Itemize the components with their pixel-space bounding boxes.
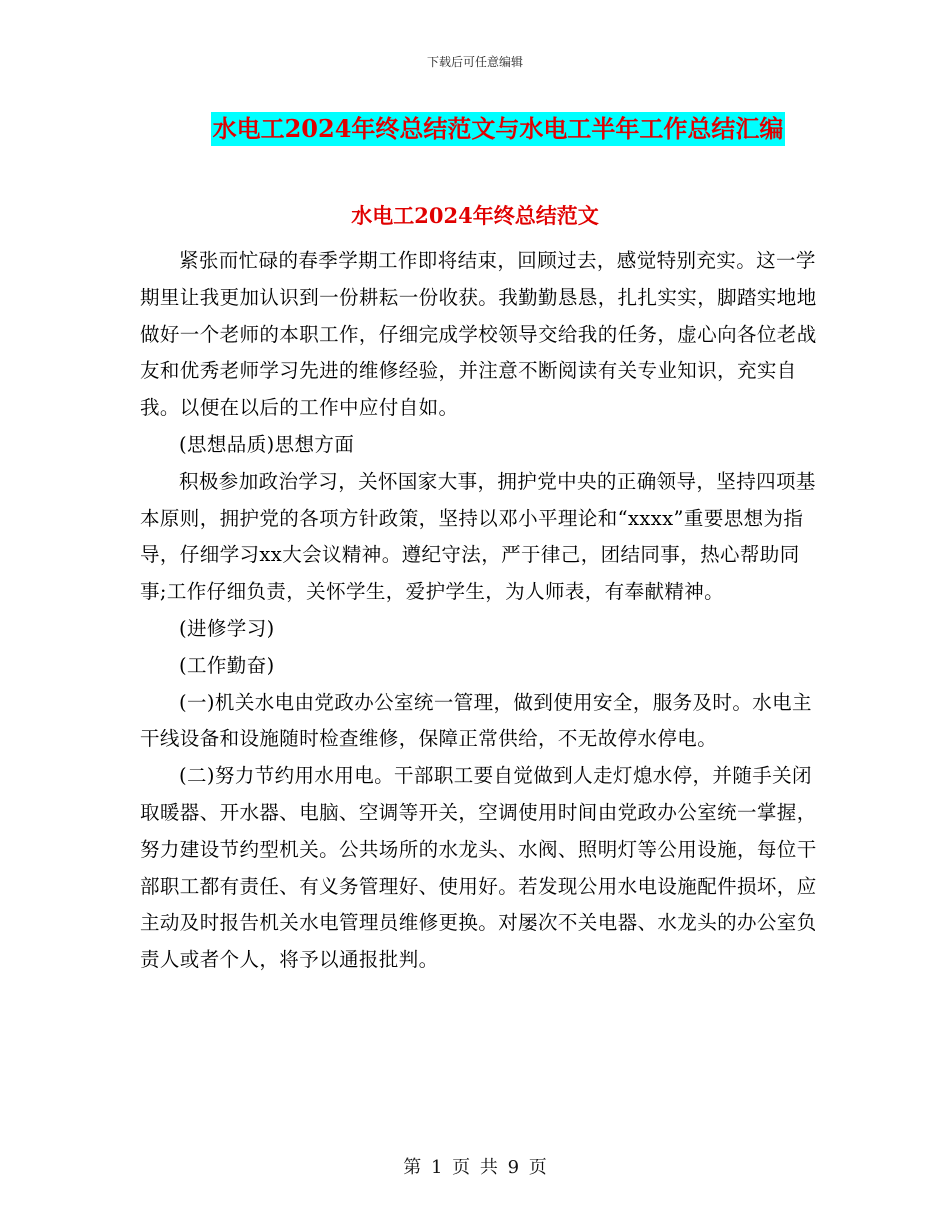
header-note: 下载后可任意编辑 (426, 55, 523, 69)
paragraph-intro: 紧张而忙碌的春季学期工作即将结束，回顾过去，感觉特别充实。这一学期里让我更加认识到一份耕耘一份收获。我勤勤恳恳，扎扎实实，脚踏实地地做好一个老师的本职工作，仔细完成学校领导交给我的任务，虚心向各位老战友和优秀老师学习先进的维修经验，并注意不断阅读有关专业知识，充实自我。以便在以后的工作中应付自如。 (140, 249, 817, 420)
body-text (140, 243, 820, 979)
paragraph-item-one: (一)机关水电由党政办公室统一管理，做到使用安全，服务及时。水电主干线设备和设施随时检查维修，保障正常供给，不无故停水停电。 (140, 690, 812, 751)
paragraph-heading-work: (工作勤奋) (179, 653, 275, 677)
main-title-container (0, 112, 950, 146)
paragraph-politics: 积极参加政治学习，关怀国家大事，拥护党中央的正确领导，坚持四项基本原则，拥护党的各项方针政策，坚持以邓小平理论和“xxxx”重要思想为指导，仔细学习xx大会议精神。遵纪守法，严于律己，团结同事，热心帮助同事;工作仔细负责，关怀学生，爱护学生，为人师表，有奉献精神。 (140, 469, 816, 604)
paragraph-heading-thought: (思想品质)思想方面 (179, 432, 355, 456)
main-title: 水电工2024年终总结范文与水电工半年工作总结汇编 (211, 112, 786, 146)
paragraph-item-two: (二)努力节约用水用电。干部职工要自觉做到人走灯熄水停，并随手关闭取暖器、开水器、电脑、空调等开关，空调使用时间由党政办公室统一掌握，努力建设节约型机关。公共场所的水龙头、水阀、照明灯等公用设施，每位干部职工都有责任、有义务管理好、使用好。若发现公用水电设施配件损坏，应主动及时报告机关水电管理员维修更换。对屡次不关电器、水龙头的办公室负责人或者个人，将予以通报批判。 (140, 764, 817, 972)
section-title: 水电工2024年终总结范文 (351, 203, 599, 228)
page-number-footer: 第 1 页 共 9 页 (403, 1157, 547, 1178)
paragraph-heading-study: (进修学习) (179, 616, 275, 640)
